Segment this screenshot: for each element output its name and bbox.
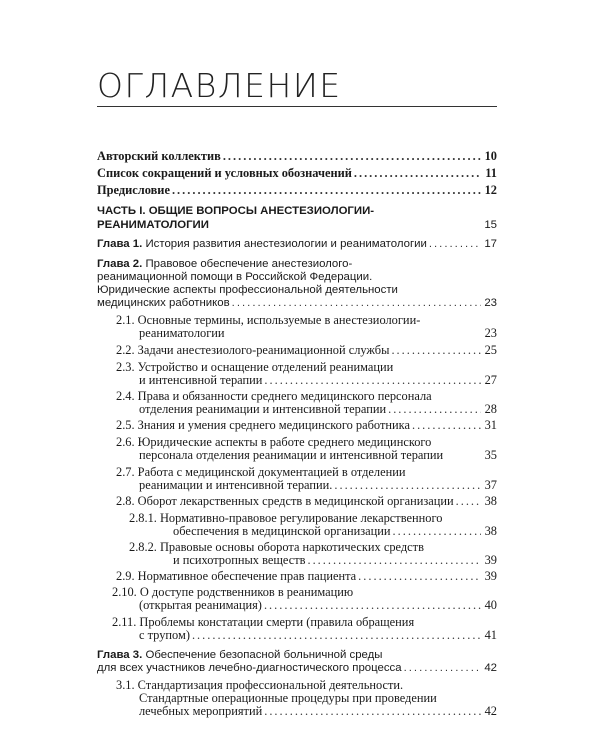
leader-dots [307,553,481,567]
leader-dots [429,237,481,251]
toc-section-3-1-line1: 3.1. Стандартизация профессиональной деятельности. [116,678,404,692]
toc-page-number: 39 [484,569,497,583]
toc-page-number: 17 [484,238,497,250]
leader-dots [391,343,481,357]
toc-entry-section-2-8-2[interactable] [173,553,497,567]
chapter-label: Глава 1. [97,238,143,250]
toc-entry-text: Список сокращений и условных обозначений [97,166,352,180]
leader-dots [264,704,481,718]
toc-entry-section-2-8[interactable] [116,494,497,508]
toc-entry-text: лечебных мероприятий [139,704,263,718]
toc-entry-chapter1[interactable] [97,237,497,251]
leader-dots [264,373,481,387]
toc-section-2-10-line1: 2.10. О доступе родственников в реанимацию [112,585,354,599]
toc-section-2-4-line1: 2.4. Права и обязанности среднего медицинского персонала [116,389,432,403]
toc-chapter3-line1 [97,648,382,662]
toc-section-2-8-2-line1: 2.8.2. Правовые основы оборота наркотических средств [129,540,424,554]
toc-page-number: 38 [484,524,497,538]
leader-dots [232,296,481,310]
leader-dots [264,598,481,612]
toc-section-2-11-line1: 2.11. Проблемы констатации смерти (правила обращения [112,615,415,629]
toc-page-number: 12 [484,183,497,197]
toc-page-number: 11 [485,166,497,180]
toc-entry-section-2-5[interactable] [116,418,497,432]
toc-entry-chapter2[interactable] [97,296,497,310]
toc-page-number: 35 [484,448,497,462]
toc-entry-text: реанимации и интенсивной терапии. [139,478,333,492]
toc-section-2-3-line1: 2.3. Устройство и оснащение отделений реанимации [116,360,394,374]
chapter-label: Глава 2. [97,258,143,270]
toc-entry-text: Правовое обеспечение анестезиолого- [142,258,353,270]
toc-entry-text: История развития анестезиологии и реаниматологии [142,238,427,250]
chapter-label: Глава 3. [97,649,143,661]
toc-entry-text: для всех участников лечебно-диагностического процесса [97,662,402,674]
toc-entry-text: Предисловие [97,183,170,197]
toc-entry-section-2-8-1[interactable] [173,524,497,538]
toc-page-number: 10 [484,149,497,163]
toc-part1-line1: ЧАСТЬ I. ОБЩИЕ ВОПРОСЫ АНЕСТЕЗИОЛОГИИ- [97,205,375,217]
leader-dots [334,478,481,492]
toc-page-number: 42 [484,704,497,718]
toc-entry-text: 2.2. Задачи анестезиолого-реанимационной службы [116,343,390,357]
toc-entry-text: медицинских работников [97,297,230,309]
toc-entry-section-2-10[interactable] [139,598,497,612]
leader-dots [172,183,481,197]
toc-page-number: 25 [484,343,497,357]
page-title: ОГЛАВЛЕНИЕ [97,66,342,105]
toc-page-number: 38 [484,494,497,508]
toc-entry-text: отделения реанимации и интенсивной терапии [139,402,387,416]
toc-page-number: 23 [484,297,497,309]
toc-entry-text: с трупом) [139,628,190,642]
toc-entry-part1[interactable] [97,218,497,232]
toc-page-number: 28 [484,402,497,416]
toc-section-2-6-line1: 2.6. Юридические аспекты в работе среднего медицинского [116,435,432,449]
toc-page-number: 23 [484,326,497,340]
toc-entry-preface[interactable] [97,183,497,197]
toc-section-3-1-line2: Стандартные операционные процедуры при проведении [139,691,437,705]
toc-entry-text: Авторский коллектив [97,149,221,163]
toc-entry-section-3-1[interactable] [139,704,497,718]
toc-chapter2-line2: реанимационной помощи в Российской Федерации. [97,271,373,283]
toc-entry-section-2-1[interactable] [139,326,497,340]
toc-page-number: 15 [484,219,497,231]
toc-section-2-8-1-line1: 2.8.1. Нормативно-правовое регулирование лекарственного [129,511,443,525]
toc-entry-section-2-4[interactable] [139,402,497,416]
toc-entry-chapter3[interactable] [97,661,497,675]
toc-entry-section-2-11[interactable] [139,628,497,642]
toc-entry-text: персонала отделения реанимации и интенсивной терапии [139,448,444,462]
leader-dots [456,494,481,508]
toc-page-number: 27 [484,373,497,387]
leader-dots [358,569,481,583]
toc-chapter2-line1 [97,257,352,271]
toc-chapter2-line3: Юридические аспекты профессиональной деятельности [97,284,398,296]
toc-entry-text: (открытая реанимация) [139,598,262,612]
toc-section-2-7-line1: 2.7. Работа с медицинской документацией в отделении [116,465,406,479]
toc-entry-text: и интенсивной терапии [139,373,263,387]
toc-entry-section-2-6[interactable] [139,448,497,462]
toc-entry-text: реаниматологии [139,326,225,340]
toc-page-number: 40 [484,598,497,612]
leader-dots [192,628,481,642]
toc-entry-text: обеспечения в медицинской организации [173,524,391,538]
toc-entry-text: и психотропных веществ [173,553,306,567]
toc-entry-abbreviations[interactable] [97,166,497,180]
toc-entry-text: Обеспечение безопасной больничной среды [142,649,383,661]
toc-entry-section-2-7[interactable] [139,478,497,492]
toc-entry-authors[interactable] [97,149,497,163]
toc-page-number: 31 [484,418,497,432]
toc-page-number: 41 [484,628,497,642]
leader-dots [404,661,481,675]
leader-dots [393,524,481,538]
leader-dots [223,149,481,163]
leader-dots [412,418,481,432]
toc-page-number: 37 [484,478,497,492]
toc-entry-text: 2.8. Оборот лекарственных средств в медицинской организации [116,494,454,508]
toc-entry-text: РЕАНИМАТОЛОГИИ [97,219,209,231]
leader-dots [354,166,481,180]
toc-entry-section-2-3[interactable] [139,373,497,387]
toc-entry-section-2-9[interactable] [116,569,497,583]
leader-dots [388,402,481,416]
toc-page-number: 42 [484,662,497,674]
toc-entry-section-2-2[interactable] [116,343,497,357]
toc-page-number: 39 [484,553,497,567]
toc-section-2-1-line1: 2.1. Основные термины, используемые в анестезиологии- [116,313,421,327]
toc-entry-text: 2.5. Знания и умения среднего медицинского работника [116,418,410,432]
toc-entry-text: 2.9. Нормативное обеспечение прав пациента [116,569,357,583]
